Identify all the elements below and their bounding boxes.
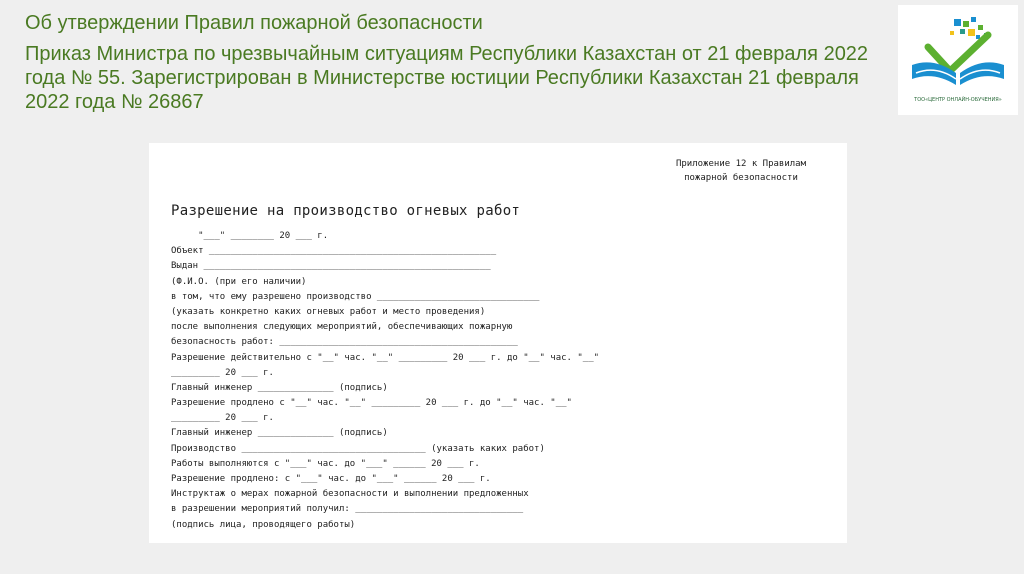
- form-line: Главный инженер ______________ (подпись): [171, 382, 388, 393]
- form-line: Разрешение действительно с "__" час. "__" _________ 20 ___ г. до "__" час. "__": [171, 352, 600, 363]
- form-line: в разрешении мероприятий получил: _______________________________: [171, 504, 524, 515]
- document-page: [149, 143, 847, 543]
- company-logo: [898, 5, 1018, 115]
- open-book-logo-icon: [898, 5, 1018, 97]
- document-title: Разрешение на производство огневых работ: [171, 203, 521, 219]
- form-line: "___" ________ 20 ___ г.: [171, 231, 329, 241]
- form-line: Инструктаж о мерах пожарной безопасности и выполнении предложенных: [171, 489, 529, 500]
- form-line: безопасность работ: ____________________________________________: [171, 337, 518, 348]
- form-lines: [171, 229, 599, 533]
- form-line: Разрешение продлено с "__" час. "__" _________ 20 ___ г. до "__" час. "__": [171, 398, 572, 409]
- form-line: Производство __________________________________ (указать каких работ): [171, 443, 545, 454]
- appendix-line: Приложение 12 к Правилам: [675, 159, 807, 169]
- logo-caption: ТОО«ЦЕНТР ОНЛАЙН-ОБУЧЕНИЯ»: [914, 97, 1002, 103]
- form-line: _________ 20 ___ г.: [171, 413, 274, 424]
- appendix-note: [671, 157, 811, 185]
- form-line: (Ф.И.О. (при его наличии): [171, 276, 307, 287]
- slide-title: Об утверждении Правил пожарной безопасности: [25, 12, 483, 34]
- form-line: Разрешение продлено: с "___" час. до "___" ______ 20 ___ г.: [171, 474, 491, 484]
- form-line: после выполнения следующих мероприятий, обеспечивающих пожарную: [171, 322, 513, 333]
- form-line: (подпись лица, проводящего работы): [171, 519, 356, 530]
- appendix-line: пожарной безопасности: [684, 173, 798, 183]
- form-line: _________ 20 ___ г.: [171, 367, 274, 378]
- form-line: Выдан _____________________________________________________: [171, 261, 491, 272]
- form-line: (указать конкретно каких огневых работ и место проведения): [171, 306, 486, 317]
- form-line: Работы выполняются с "___" час. до "___" ______ 20 ___ г.: [171, 458, 480, 469]
- form-line: Объект _____________________________________________________: [171, 246, 497, 257]
- form-line: Главный инженер ______________ (подпись): [171, 428, 388, 439]
- slide-subtitle: Приказ Министра по чрезвычайным ситуациям Республики Казахстан от 21 февраля 2022 года № 55. Зарегистрирован в Министерстве юстиции Республики Казахстан 21 февраля 2022 года № 26867: [25, 43, 869, 113]
- form-line: в том, что ему разрешено производство ______________________________: [171, 291, 540, 302]
